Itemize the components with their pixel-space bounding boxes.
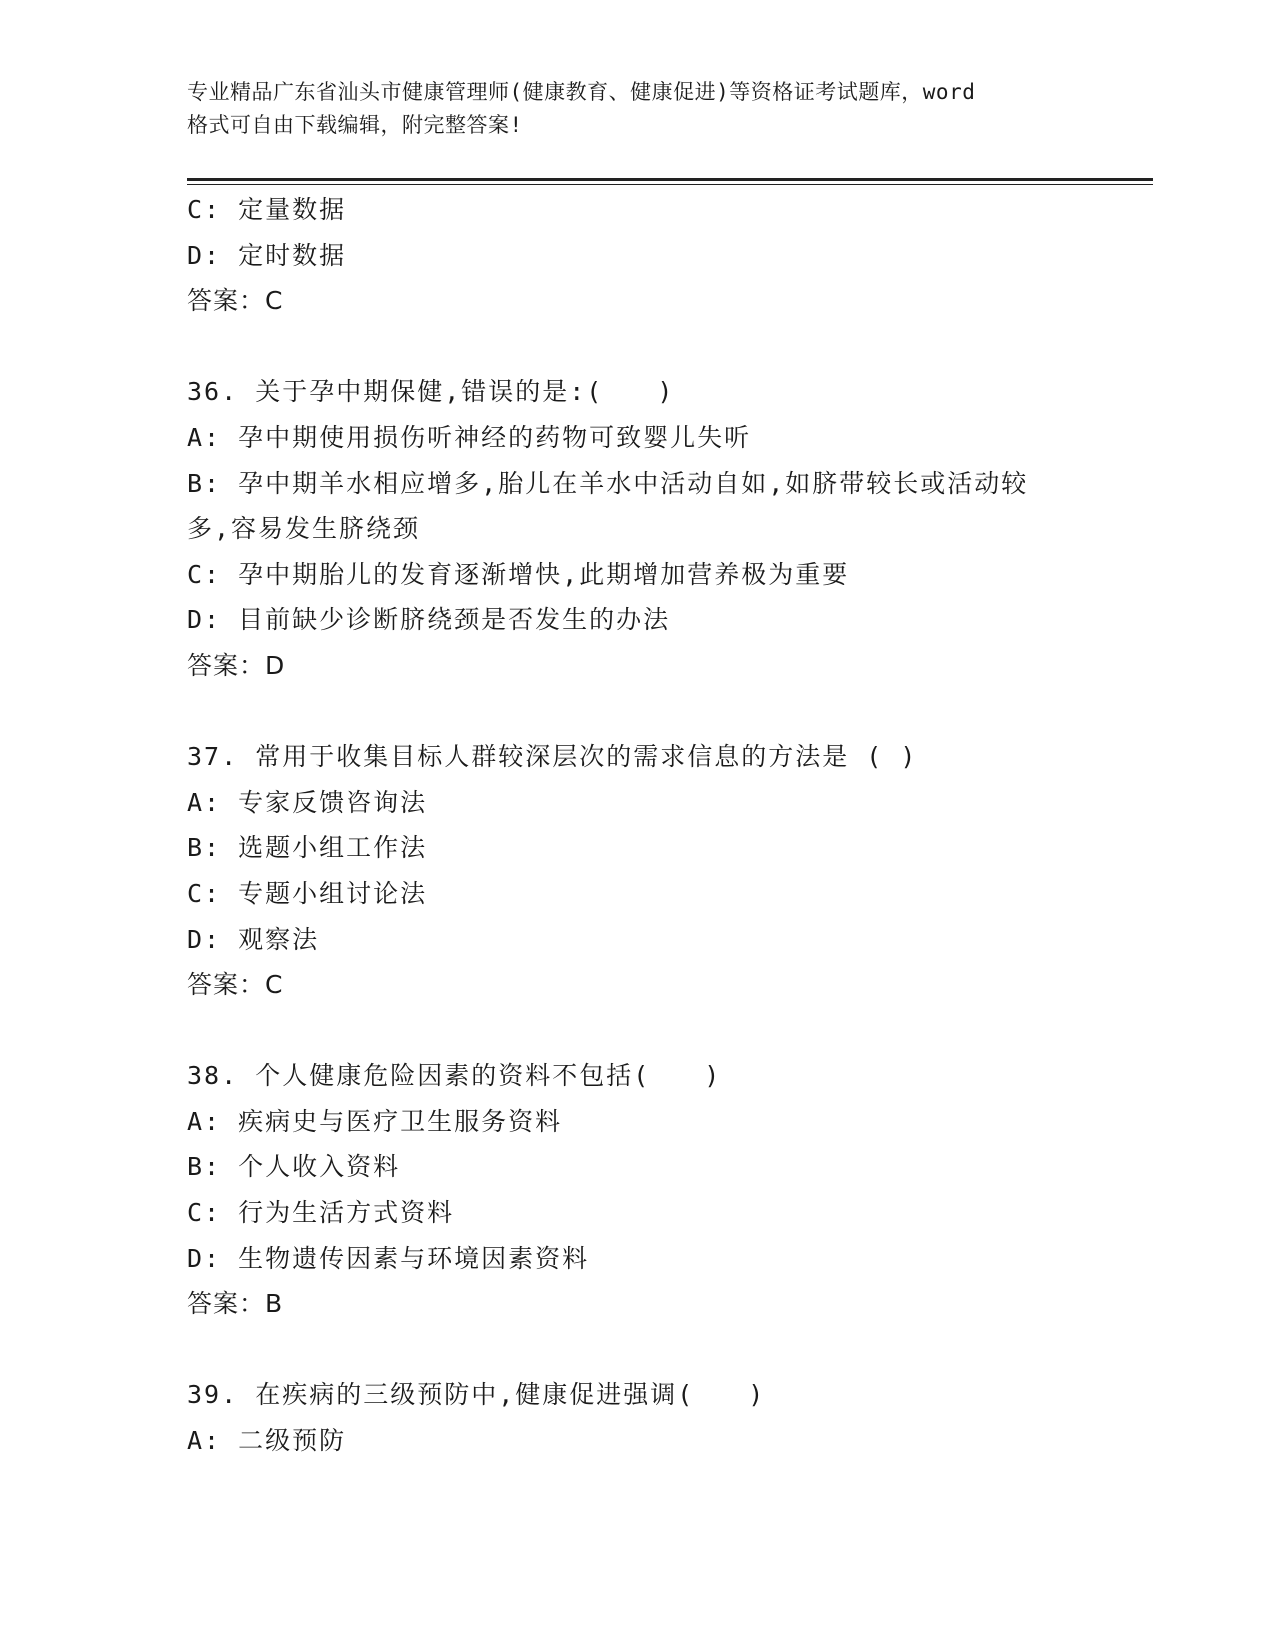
question-stem: 38. 个人健康危险因素的资料不包括( ) [187,1061,722,1091]
option-d: D: 生物遗传因素与环境因素资料 [187,1243,590,1273]
question-stem: 36. 关于孕中期保健,错误的是:( ) [187,377,675,407]
answer-line: 答案：B [187,1289,284,1319]
header-rule-thick [187,178,1153,181]
option-d: D: 目前缺少诊断脐绕颈是否发生的办法 [187,605,671,635]
option-a: A: 孕中期使用损伤听神经的药物可致婴儿失听 [187,422,752,452]
header-rule-thin [187,184,1153,185]
document-header [187,76,1087,142]
answer-line: 答案：C [187,970,284,1000]
option-c: C: 专题小组讨论法 [187,878,428,908]
option-a: A: 二级预防 [187,1426,347,1456]
question-37 [187,734,1087,1008]
option-a: A: 专家反馈咨询法 [187,787,428,817]
question-38 [187,1053,1087,1327]
question-continuation [187,187,1087,324]
question-stem: 39. 在疾病的三级预防中,健康促进强调( ) [187,1380,766,1410]
answer-line: 答案：C [187,286,284,316]
option-b-continued: 多,容易发生脐绕颈 [187,514,421,544]
option-d: D: 观察法 [187,924,320,954]
option-b: B: 个人收入资料 [187,1152,401,1182]
header-line-1: 专业精品广东省汕头市健康管理师(健康教育、健康促进)等资格证考试题库，word [187,80,976,104]
option-c: C: 行为生活方式资料 [187,1198,455,1228]
spacer [187,324,1087,370]
option-d: D: 定时数据 [187,240,347,270]
question-stem: 37. 常用于收集目标人群较深层次的需求信息的方法是 ( ) [187,742,918,772]
spacer [187,689,1087,735]
spacer [187,1327,1087,1373]
option-b: B: 选题小组工作法 [187,833,428,863]
answer-line: 答案：D [187,650,286,680]
header-line-2: 格式可自由下载编辑，附完整答案! [187,113,523,137]
question-36 [187,369,1087,688]
option-c: C: 定量数据 [187,195,347,224]
option-a: A: 疾病史与医疗卫生服务资料 [187,1106,563,1136]
question-39 [187,1372,1087,1463]
option-b: B: 孕中期羊水相应增多,胎儿在羊水中活动自如,如脐带较长或活动较 [187,468,1029,498]
spacer [187,1008,1087,1054]
option-c: C: 孕中期胎儿的发育逐渐增快,此期增加营养极为重要 [187,559,850,589]
question-list [187,187,1087,1464]
